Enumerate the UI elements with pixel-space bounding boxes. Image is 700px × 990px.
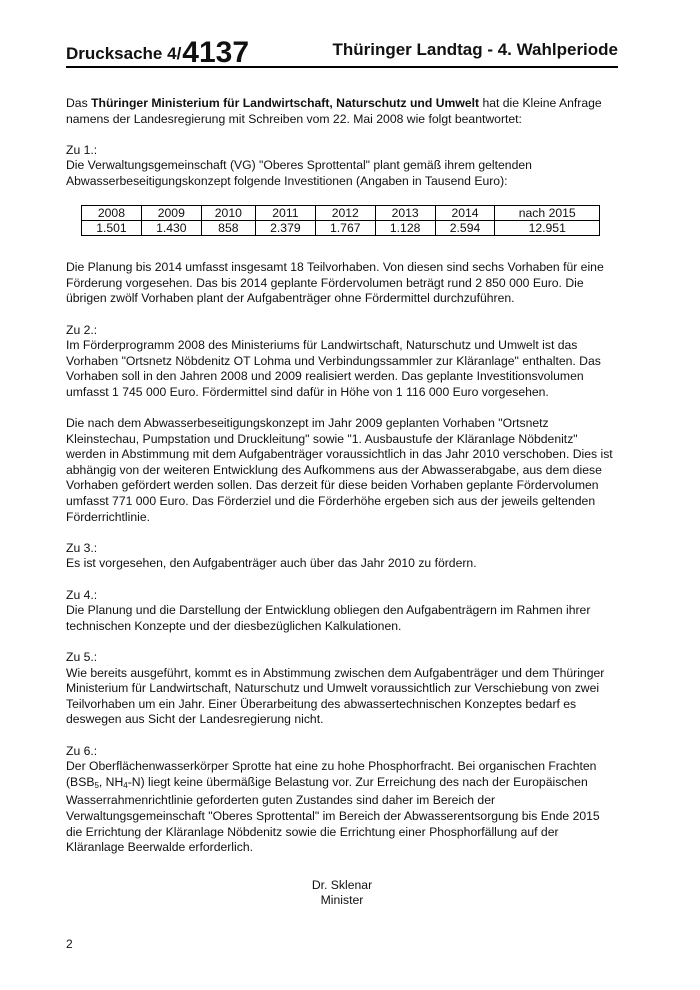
- table-cell: 2014: [435, 206, 495, 221]
- answer-5-heading: Zu 5.:: [66, 650, 98, 664]
- answer-1-heading: Zu 1.:: [66, 142, 98, 157]
- answer-3-heading: Zu 3.:: [66, 540, 98, 555]
- table-cell: nach 2015: [495, 206, 600, 221]
- answer-5-text: Wie bereits ausgeführt, kommt es in Abstimmung zwischen dem Aufgabenträger und dem Thüringer Ministerium für Landwirtschaft, Naturschutz und Umwelt voraussichtlich zur Verschiebung von zwei Teilvorhaben um ein Jahr. Einer Überarbeitung des abwassertechnischen Konzeptes bedarf es deswegen aus Sicht der Landesregierung nicht.: [66, 665, 605, 727]
- intro-paragraph: [66, 96, 618, 127]
- answer-6-text: [66, 759, 618, 856]
- table-cell: 1.767: [315, 221, 375, 236]
- answer-1-text: Die Verwaltungsgemeinschaft (VG) "Oberes Sprottental" plant gemäß ihrem geltenden Abwasserbeseitigungskonzept folgende Investitionen (Angaben in Tausend Euro):: [66, 158, 532, 188]
- table-row-values: [82, 221, 600, 236]
- table-cell: 12.951: [495, 221, 600, 236]
- signatory-name: Dr. Sklenar: [311, 877, 373, 892]
- answer-6-heading: Zu 6.:: [66, 743, 98, 758]
- subscript-5: 5: [94, 780, 99, 790]
- table-row-years: [82, 206, 600, 221]
- answer-3-text: Es ist vorgesehen, den Aufgabenträger auch über das Jahr 2010 zu fördern.: [66, 556, 477, 571]
- doc-number: 4137: [182, 36, 250, 69]
- table-cell: 2009: [141, 206, 201, 221]
- table-cell: 2008: [82, 206, 142, 221]
- answer-1-after: Die Planung bis 2014 umfasst insgesamt 18 Teilvorhaben. Von diesen sind sechs Vorhaben für eine Förderung vorgesehen. Das bis 2014 geplante Fördervolumen beträgt rund 2 850 000 Euro. Die übrigen zwölf Vorhaben plant der Aufgabenträger ohne Fördermittel durchzuführen.: [66, 260, 604, 306]
- answer-6-text-part-3: -N) liegt keine übermäßige Belastung vor. Zur Erreichung des nach der Europäischen Wasserrahmenrichtlinie geforderten guten Zustandes sind daher im Bereich der Verwaltungsgemeinschaft "Oberes Sprottental" im Bereich der Abwasserentsorgung bis Ende 2015 die Errichtung der Kläranlage Nöbdenitz sowie die Errichtung einer Phosphorfällung auf der Kläranlage Beerwalde erforderlich.: [66, 774, 600, 855]
- intro-text-b: hat die Kleine Anfrage namens der Landesregierung mit Schreiben vom 22. Mai 2008 wie folgt beantwortet:: [66, 96, 602, 126]
- answer-6-text-part-1: Der Oberflächenwasserkörper Sprotte hat eine zu hohe Phosphorfracht. Bei organischen Frachten (BSB: [66, 759, 597, 789]
- table-cell: 2.594: [435, 221, 495, 236]
- answer-4-text: Die Planung und die Darstellung der Entwicklung obliegen den Aufgabenträgern im Rahmen ihrer technischen Konzepte und der diesbezüglichen Kalkulationen.: [66, 603, 591, 633]
- answer-2-paragraph-1: Im Förderprogramm 2008 des Ministeriums für Landwirtschaft, Naturschutz und Umwelt ist das Vorhaben "Ortsnetz Nöbdenitz OT Lohma und Verbindungssammler zur Kläranlage" enthalten. Das Vorhaben soll in den Jahren 2008 und 2009 realisiert werden. Das geplante Investitionsvolumen umfasst 1 745 000 Euro. Fördermittel sind dafür in Höhe von 1 116 000 Euro vorgesehen.: [66, 338, 601, 399]
- page-header: [66, 30, 618, 68]
- table-cell: 858: [201, 221, 255, 236]
- answer-2-heading: Zu 2.:: [66, 322, 98, 337]
- doc-prefix: Drucksache 4/: [66, 44, 182, 63]
- answer-4-heading: Zu 4.:: [66, 587, 98, 602]
- answer-2-paragraph-2: Die nach dem Abwasserbeseitigungskonzept im Jahr 2009 geplanten Vorhaben "Ortsnetz Kleinstechau, Pumpstation und Druckleitung" sowie "1. Ausbaustufe der Kläranlage Nöbdenitz" werden in Abstimmung mit dem Aufgabenträger voraussichtlich in das Jahr 2010 verschoben. Dies ist abhängig von der weiteren Entwicklung des Aufkommens aus der Abwasserabgabe, aus dem diese Vorhaben gefördert werden sollen. Das derzeit für diese beiden Vorhaben geplante Fördervolumen umfasst 771 000 Euro. Das Förderziel und die Förderhöhe ergeben sich aus der jeweils geltenden Förderrichtlinie.: [66, 416, 613, 524]
- ministry-name: Thüringer Ministerium für Landwirtschaft, Naturschutz und Umwelt: [91, 96, 480, 110]
- answer-6-text-part-2: , NH: [98, 774, 124, 789]
- intro-text-a: Das: [66, 96, 92, 110]
- table-cell: 2013: [375, 206, 435, 221]
- document-body: [66, 96, 618, 909]
- page-number: 2: [66, 937, 73, 951]
- signature-block: [66, 878, 618, 909]
- table-cell: 2.379: [255, 221, 315, 236]
- table-cell: 1.430: [141, 221, 201, 236]
- document-number: [66, 36, 249, 70]
- parliament-title: Thüringer Landtag - 4. Wahlperiode: [332, 40, 618, 59]
- subscript-4: 4: [123, 780, 128, 790]
- table-cell: 1.501: [82, 221, 142, 236]
- table-cell: 2010: [201, 206, 255, 221]
- table-cell: 2012: [315, 206, 375, 221]
- table-cell: 2011: [255, 206, 315, 221]
- signatory-role: Minister: [320, 893, 364, 908]
- investment-table: [81, 205, 600, 236]
- table-cell: 1.128: [375, 221, 435, 236]
